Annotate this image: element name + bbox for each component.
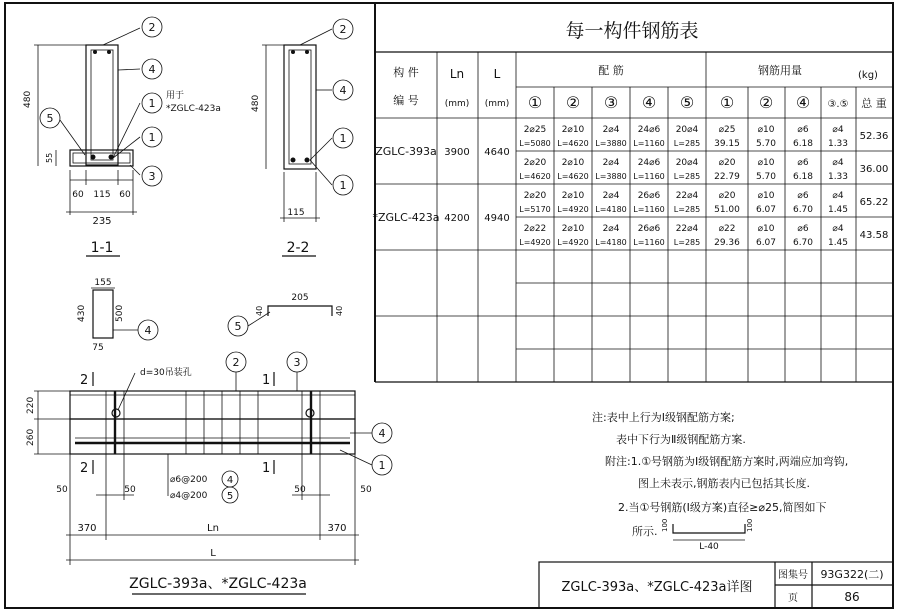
- col-header-number: 编 号: [393, 94, 419, 107]
- dim-60: 60: [119, 190, 131, 200]
- dim-260: 260: [26, 428, 36, 446]
- dim-40: 40: [255, 305, 264, 316]
- config-col-3: ③: [603, 93, 619, 112]
- usage-col-2: ②: [758, 93, 774, 112]
- col-header-ln-unit: (mm): [444, 99, 470, 109]
- config-cell-top: 2⌀10: [561, 158, 585, 168]
- usage-cell-dia: ⌀6: [797, 125, 809, 135]
- title-block: [539, 562, 893, 608]
- cut-mark-2: 2: [80, 373, 89, 388]
- config-cell-length: L=4920: [519, 238, 551, 247]
- callout-1: 1: [148, 131, 156, 144]
- total-weight-cell: 36.00: [859, 164, 889, 175]
- callout-3: 3: [293, 356, 301, 369]
- note-line-1: 注:表中上行为Ⅰ级钢配筋方案;: [592, 411, 735, 424]
- config-cell-top: 26⌀6: [637, 224, 661, 234]
- total-weight-cell: 52.36: [859, 131, 889, 142]
- callout-2: 2: [148, 21, 156, 34]
- usage-cell-weight: 29.36: [714, 238, 740, 248]
- note-line-4: 图上未表示,钢筋表内已包括其长度.: [638, 477, 810, 490]
- callout-3: 3: [148, 170, 156, 183]
- config-cell-top: 2⌀4: [602, 158, 620, 168]
- dim-115: 115: [93, 190, 111, 200]
- usage-cell-dia: ⌀10: [757, 125, 775, 135]
- callout-1: 1: [339, 179, 347, 192]
- config-cell-length: L=1160: [633, 172, 665, 181]
- config-cell-length: L=4920: [557, 205, 589, 214]
- dim-155: 155: [94, 278, 112, 288]
- section-title-1-1: 1-1: [90, 240, 114, 256]
- config-cell-length: L=3880: [595, 172, 627, 181]
- member-l: 4640: [484, 147, 510, 158]
- dim-370: 370: [77, 523, 97, 534]
- section-1-1: [23, 17, 221, 256]
- callout-1: 1: [339, 132, 347, 145]
- config-cell-top: 2⌀4: [602, 125, 620, 135]
- elevation-title: ZGLC-393a、*ZGLC-423a: [129, 576, 307, 592]
- config-col-4: ④: [641, 93, 657, 112]
- page-number: 86: [844, 590, 860, 604]
- config-cell-top: 2⌀4: [602, 191, 620, 201]
- usage-cell-dia: ⌀6: [797, 191, 809, 201]
- note-line-3: 附注:1.①号钢筋为Ⅰ级钢配筋方案时,两端应加弯钩,: [605, 455, 849, 468]
- section-2-2: [251, 19, 353, 256]
- config-cell-top: 2⌀20: [523, 191, 547, 201]
- callout-5: 5: [226, 491, 234, 502]
- dim-40: 40: [335, 305, 344, 316]
- cut-mark-2: 2: [80, 461, 89, 476]
- usage-col-1: ①: [719, 93, 735, 112]
- hole-note: d=30吊装孔: [140, 368, 192, 378]
- cut-mark-1: 1: [262, 461, 271, 476]
- config-cell-length: L=4620: [557, 172, 589, 181]
- dim-500: 500: [115, 304, 125, 322]
- usage-cell-dia: ⌀10: [757, 191, 775, 201]
- cut-mark-1: 1: [262, 373, 271, 388]
- total-weight-cell: 43.58: [859, 230, 889, 241]
- usage-cell-weight: 51.00: [714, 205, 740, 215]
- callout-5: 5: [46, 112, 54, 125]
- usage-cell-weight: 6.07: [755, 238, 777, 248]
- usage-cell-dia: ⌀6: [797, 158, 809, 168]
- dim-l: L: [210, 548, 216, 559]
- config-cell-top: 24⌀6: [637, 125, 661, 135]
- dim-60: 60: [72, 190, 84, 200]
- col-header-config: 配 筋: [598, 64, 624, 77]
- usage-cell-dia: ⌀4: [832, 158, 844, 168]
- usage-cell-dia: ⌀10: [757, 158, 775, 168]
- config-cell-top: 2⌀22: [523, 224, 547, 234]
- dim-205: 205: [291, 293, 309, 303]
- callout-5: 5: [234, 320, 242, 333]
- config-cell-length: L=285: [673, 139, 701, 148]
- dim-55: 55: [45, 152, 54, 163]
- usage-cell-dia: ⌀4: [832, 125, 844, 135]
- config-cell-length: L=285: [673, 238, 701, 247]
- stirrup-4-detail: [77, 278, 158, 353]
- config-col-1: ①: [527, 93, 543, 112]
- usage-cell-dia: ⌀22: [718, 224, 736, 234]
- callout-1: 1: [148, 97, 156, 110]
- callout-1: 1: [378, 459, 386, 472]
- dim-220: 220: [26, 396, 36, 414]
- hook-dim-left: 100: [661, 518, 669, 532]
- dim-430: 430: [77, 304, 87, 322]
- config-cell-length: L=5170: [519, 205, 551, 214]
- usage-cell-weight: 6.18: [792, 172, 814, 182]
- callout-2: 2: [339, 23, 347, 36]
- usage-cell-dia: ⌀4: [832, 191, 844, 201]
- spacing-note-6: ⌀6@200: [170, 475, 208, 485]
- page-label: 页: [788, 593, 798, 604]
- callout-4: 4: [144, 324, 152, 337]
- col-header-ln: Ln: [449, 67, 465, 81]
- config-cell-top: 20⌀4: [675, 158, 699, 168]
- hook-dim-right: 100: [746, 518, 754, 532]
- config-cell-top: 2⌀10: [561, 125, 585, 135]
- member-l: 4940: [484, 213, 510, 224]
- note-line-6: 所示.: [632, 525, 658, 538]
- note-member: *ZGLC-423a: [166, 104, 221, 114]
- config-cell-top: 22⌀4: [675, 224, 699, 234]
- bar-5-detail: [228, 293, 344, 336]
- callout-4: 4: [226, 475, 234, 486]
- usage-cell-dia: ⌀20: [718, 158, 736, 168]
- usage-cell-weight: 5.70: [755, 139, 777, 149]
- dim-50: 50: [56, 485, 68, 495]
- usage-cell-weight: 6.07: [755, 205, 777, 215]
- config-cell-top: 2⌀20: [523, 158, 547, 168]
- notes: [592, 410, 848, 552]
- dim-50: 50: [124, 485, 136, 495]
- note-for: 用于: [166, 91, 185, 101]
- config-cell-length: L=4620: [519, 172, 551, 181]
- col-header-usage-unit: (kg): [858, 70, 878, 81]
- section-title-2-2: 2-2: [286, 240, 310, 256]
- member-ln: 4200: [444, 213, 470, 224]
- config-cell-top: 2⌀4: [602, 224, 620, 234]
- member-id: *ZGLC-423a: [372, 211, 440, 224]
- config-cell-length: L=1160: [633, 205, 665, 214]
- drawing-name: ZGLC-393a、*ZGLC-423a详图: [561, 580, 753, 595]
- member-id: ZGLC-393a: [375, 145, 437, 158]
- config-cell-length: L=3880: [595, 139, 627, 148]
- usage-cell-dia: ⌀10: [757, 224, 775, 234]
- col-header-l-unit: (mm): [484, 99, 510, 109]
- table-cells: [519, 125, 888, 248]
- usage-col-3: ④: [795, 93, 811, 112]
- dim-75: 75: [92, 343, 104, 353]
- usage-cell-weight: 6.70: [792, 238, 814, 248]
- usage-cell-weight: 5.70: [755, 172, 777, 182]
- config-cell-top: 22⌀4: [675, 191, 699, 201]
- usage-col-35: ③.⑤: [827, 99, 849, 110]
- config-cell-top: 2⌀10: [561, 191, 585, 201]
- usage-cell-weight: 1.45: [827, 238, 849, 248]
- usage-cell-weight: 1.33: [827, 172, 849, 182]
- col-header-usage: 钢筋用量: [758, 64, 802, 77]
- table-title: 每一构件钢筋表: [565, 20, 699, 42]
- dim-370: 370: [327, 523, 347, 534]
- config-cell-length: L=1160: [633, 139, 665, 148]
- config-cell-top: 26⌀6: [637, 191, 661, 201]
- hook-bar-sketch: [673, 524, 745, 533]
- config-cell-top: 20⌀4: [675, 125, 699, 135]
- atlas-number: 93G322(二): [820, 568, 884, 581]
- config-cell-length: L=4180: [595, 205, 627, 214]
- dim-480: 480: [23, 90, 33, 108]
- config-cell-length: L=5080: [519, 139, 551, 148]
- callout-4: 4: [378, 427, 386, 440]
- dim-ln: Ln: [207, 523, 219, 534]
- hook-length: L-40: [699, 542, 719, 552]
- dim-115: 115: [287, 208, 305, 218]
- config-cell-length: L=4180: [595, 238, 627, 247]
- usage-cell-weight: 39.15: [714, 139, 740, 149]
- total-weight-cell: 65.22: [859, 197, 889, 208]
- note-line-2: 表中下行为Ⅱ级钢配筋方案.: [616, 433, 746, 446]
- elevation-view: [26, 352, 392, 594]
- dim-50: 50: [294, 485, 306, 495]
- config-cell-length: L=4920: [557, 238, 589, 247]
- dim-235: 235: [92, 216, 112, 227]
- usage-cell-weight: 6.18: [792, 139, 814, 149]
- config-cell-top: 2⌀10: [561, 224, 585, 234]
- dim-480: 480: [251, 94, 261, 112]
- callout-4: 4: [148, 63, 156, 76]
- col-header-l: L: [493, 67, 501, 81]
- config-cell-length: L=285: [673, 172, 701, 181]
- usage-cell-weight: 22.79: [714, 172, 740, 182]
- usage-cell-weight: 6.70: [792, 205, 814, 215]
- spacing-note-4: ⌀4@200: [170, 491, 208, 501]
- config-col-2: ②: [565, 93, 581, 112]
- usage-cell-weight: 1.45: [827, 205, 849, 215]
- member-ln: 3900: [444, 147, 470, 158]
- config-cell-length: L=1160: [633, 238, 665, 247]
- atlas-label: 图集号: [778, 570, 808, 581]
- usage-cell-dia: ⌀4: [832, 224, 844, 234]
- usage-cell-dia: ⌀6: [797, 224, 809, 234]
- col-header-total: 总 重: [861, 97, 887, 110]
- config-cell-top: 2⌀25: [523, 125, 547, 135]
- config-col-5: ⑤: [679, 93, 695, 112]
- dim-50: 50: [360, 485, 372, 495]
- col-header-member: 构 件: [393, 66, 419, 79]
- note-line-5: 2.当①号钢筋(Ⅰ级方案)直径≥⌀25,简图如下: [618, 501, 827, 514]
- usage-cell-dia: ⌀25: [718, 125, 736, 135]
- usage-cell-weight: 1.33: [827, 139, 849, 149]
- rebar-table: [372, 20, 893, 382]
- config-cell-length: L=4620: [557, 139, 589, 148]
- callout-4: 4: [339, 84, 347, 97]
- config-cell-length: L=285: [673, 205, 701, 214]
- config-cell-top: 24⌀6: [637, 158, 661, 168]
- usage-cell-dia: ⌀20: [718, 191, 736, 201]
- callout-2: 2: [232, 356, 240, 369]
